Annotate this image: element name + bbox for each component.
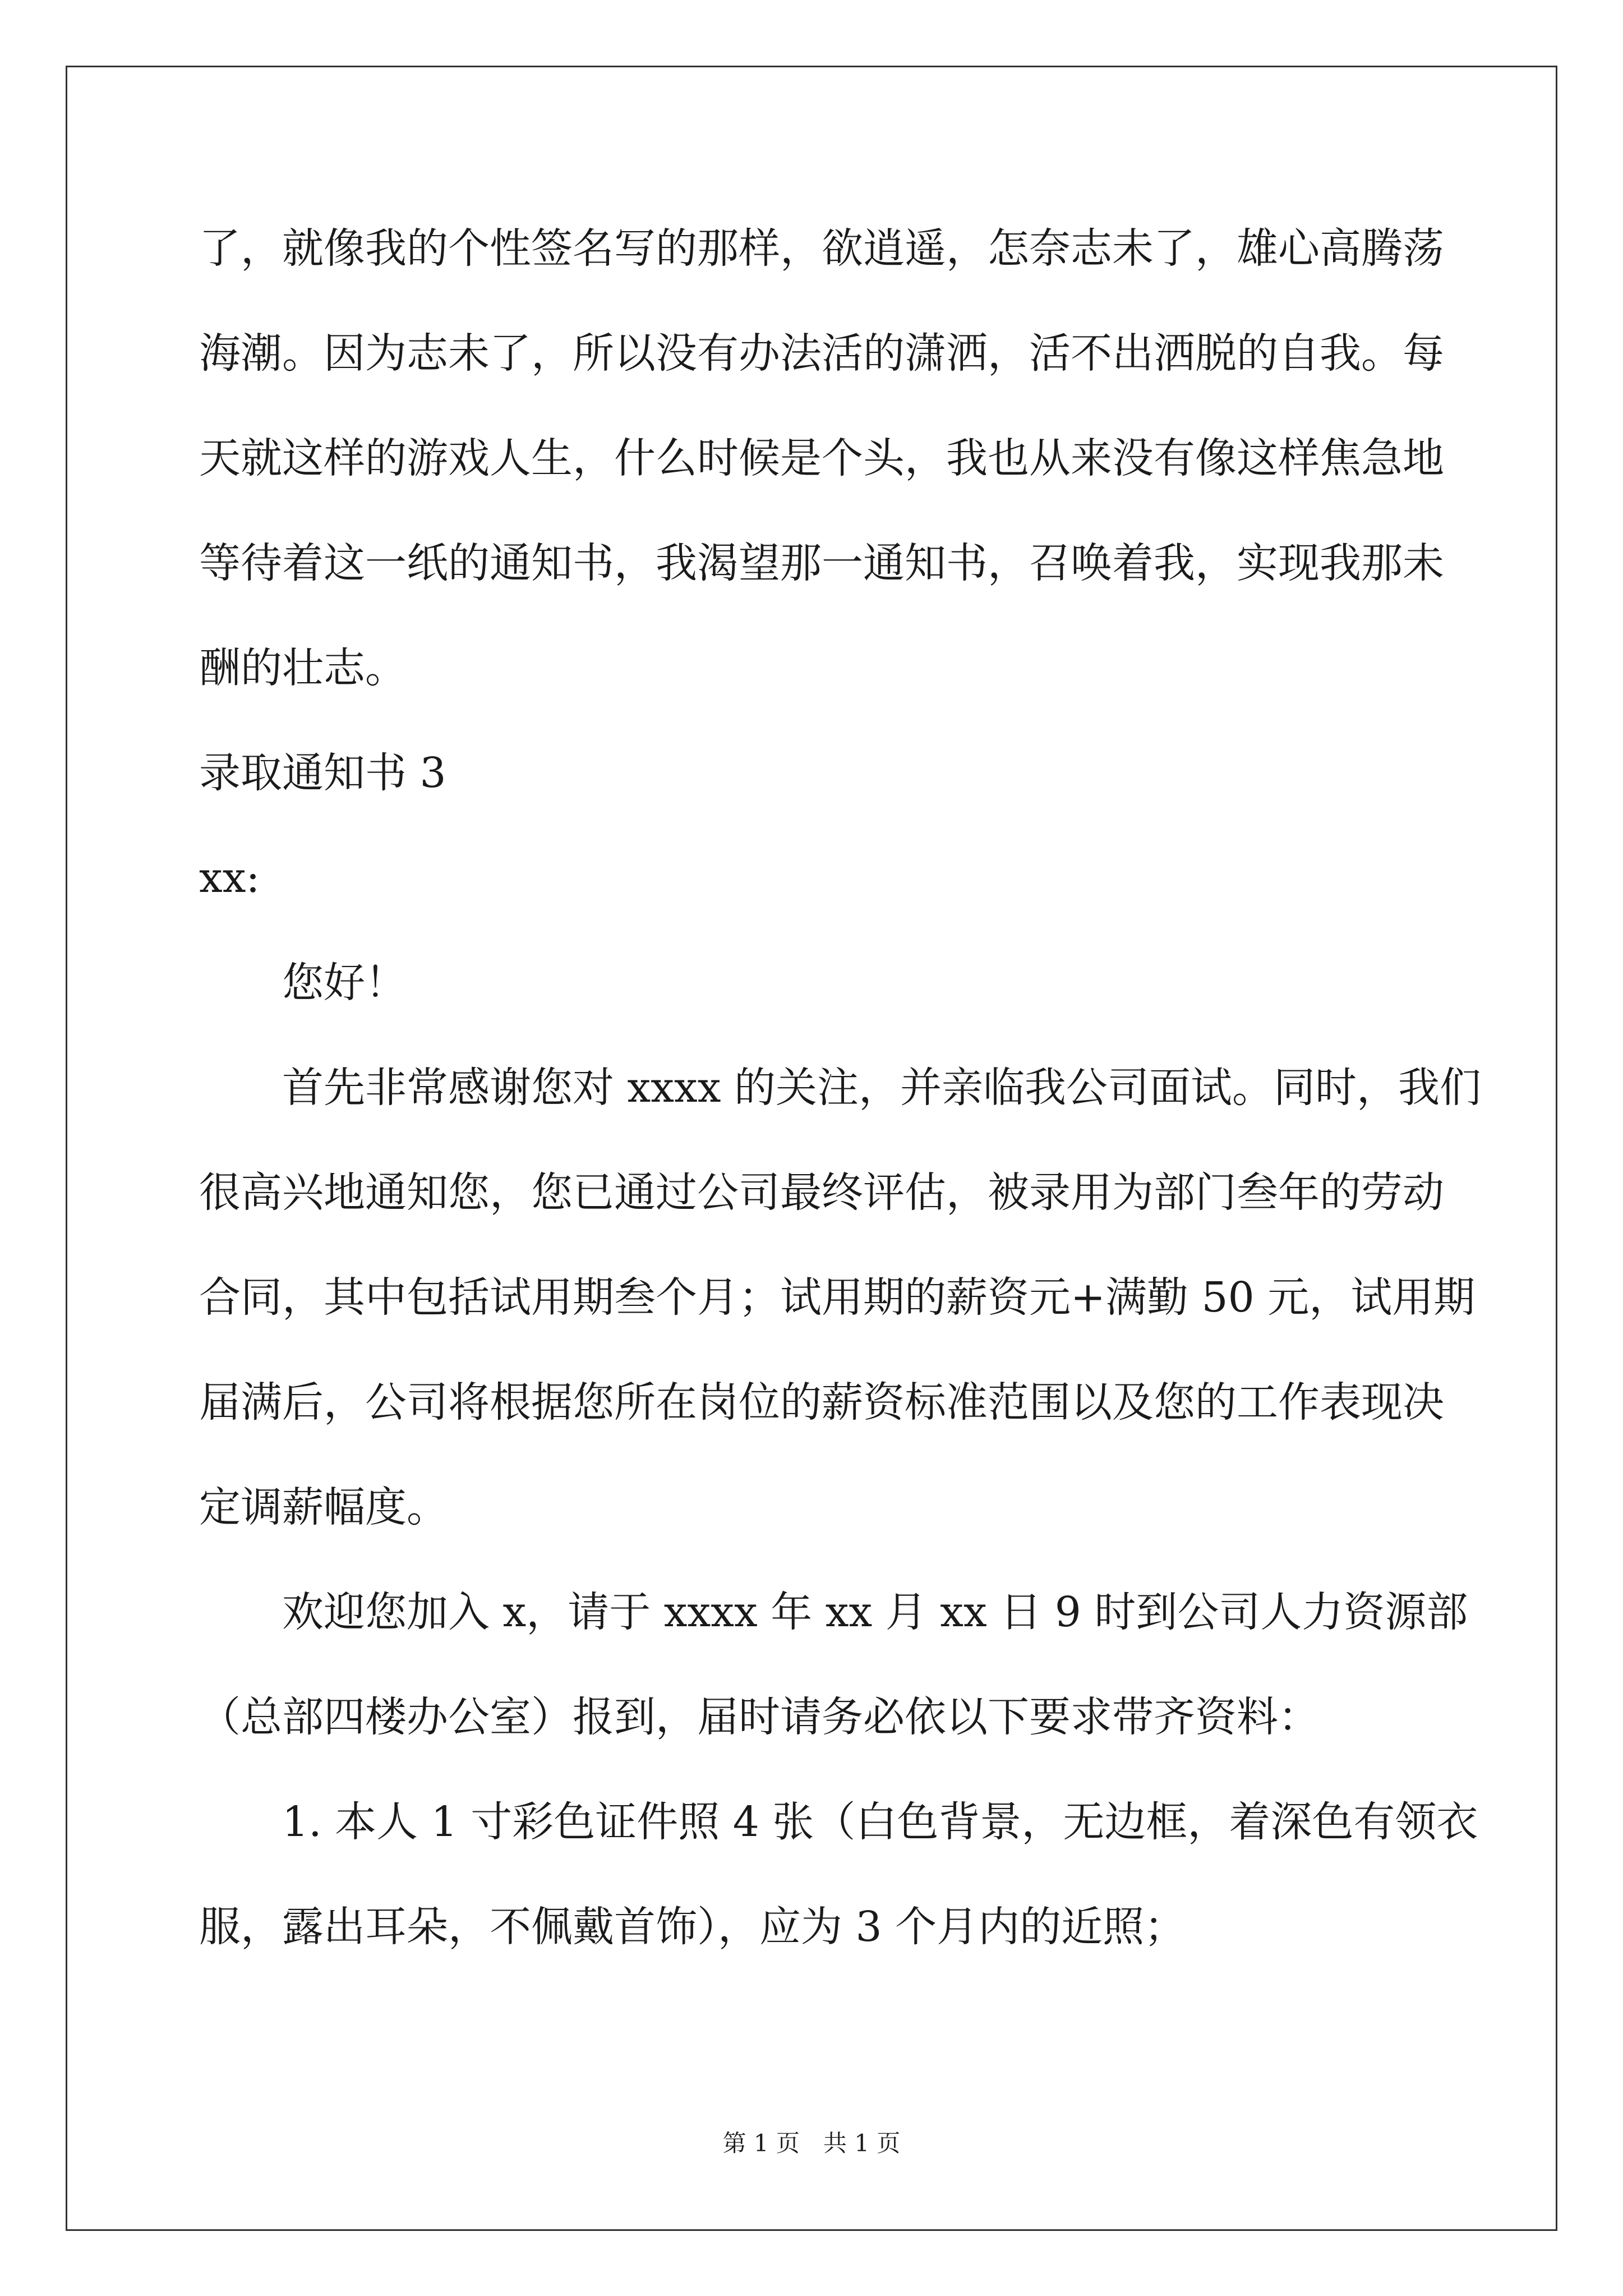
paragraph-line: 天就这样的游戏人生，什么时候是个头，我也从来没有像这样焦急地: [199, 434, 1444, 482]
section-heading: 录取通知书 3: [199, 749, 446, 797]
paragraph-line: （总部四楼办公室）报到，届时请务必依以下要求带齐资料：: [199, 1693, 1320, 1741]
paragraph-line: 定调薪幅度。: [199, 1483, 448, 1531]
page-number-footer: 第 1 页 共 1 页: [722, 2129, 901, 2157]
paragraph-line: 首先非常感谢您对 xxxx 的关注，并亲临我公司面试。同时，我们: [282, 1064, 1481, 1112]
paragraph-line: 欢迎您加入 x，请于 xxxx 年 xx 月 xx 日 9 时到公司人力资源部: [282, 1588, 1468, 1636]
list-item-line: 服，露出耳朵，不佩戴首饰），应为 3 个月内的近照；: [199, 1903, 1186, 1951]
greeting: 您好！: [282, 959, 407, 1007]
document-body: [199, 196, 1481, 1980]
paragraph-line: 很高兴地通知您，您已通过公司最终评估，被录用为部门叁年的劳动: [199, 1168, 1444, 1217]
list-item-line: 1. 本人 1 寸彩色证件照 4 张（白色背景，无边框，着深色有领衣: [282, 1798, 1478, 1846]
salutation: xx:: [199, 854, 260, 902]
paragraph-line: 了，就像我的个性签名写的那样，欲逍遥，怎奈志未了，雄心高腾荡: [199, 224, 1444, 273]
paragraph-line: 等待着这一纸的通知书，我渴望那一通知书，召唤着我，实现我那未: [199, 539, 1444, 587]
paragraph-line: 酬的壮志。: [199, 644, 407, 692]
paragraph-line: 合同，其中包括试用期叁个月；试用期的薪资元+满勤 50 元，试用期: [199, 1273, 1476, 1322]
paragraph-line: 海潮。因为志未了，所以没有办法活的潇洒，活不出洒脱的自我。每: [199, 329, 1444, 378]
paragraph-line: 届满后，公司将根据您所在岗位的薪资标准范围以及您的工作表现决: [199, 1378, 1444, 1427]
